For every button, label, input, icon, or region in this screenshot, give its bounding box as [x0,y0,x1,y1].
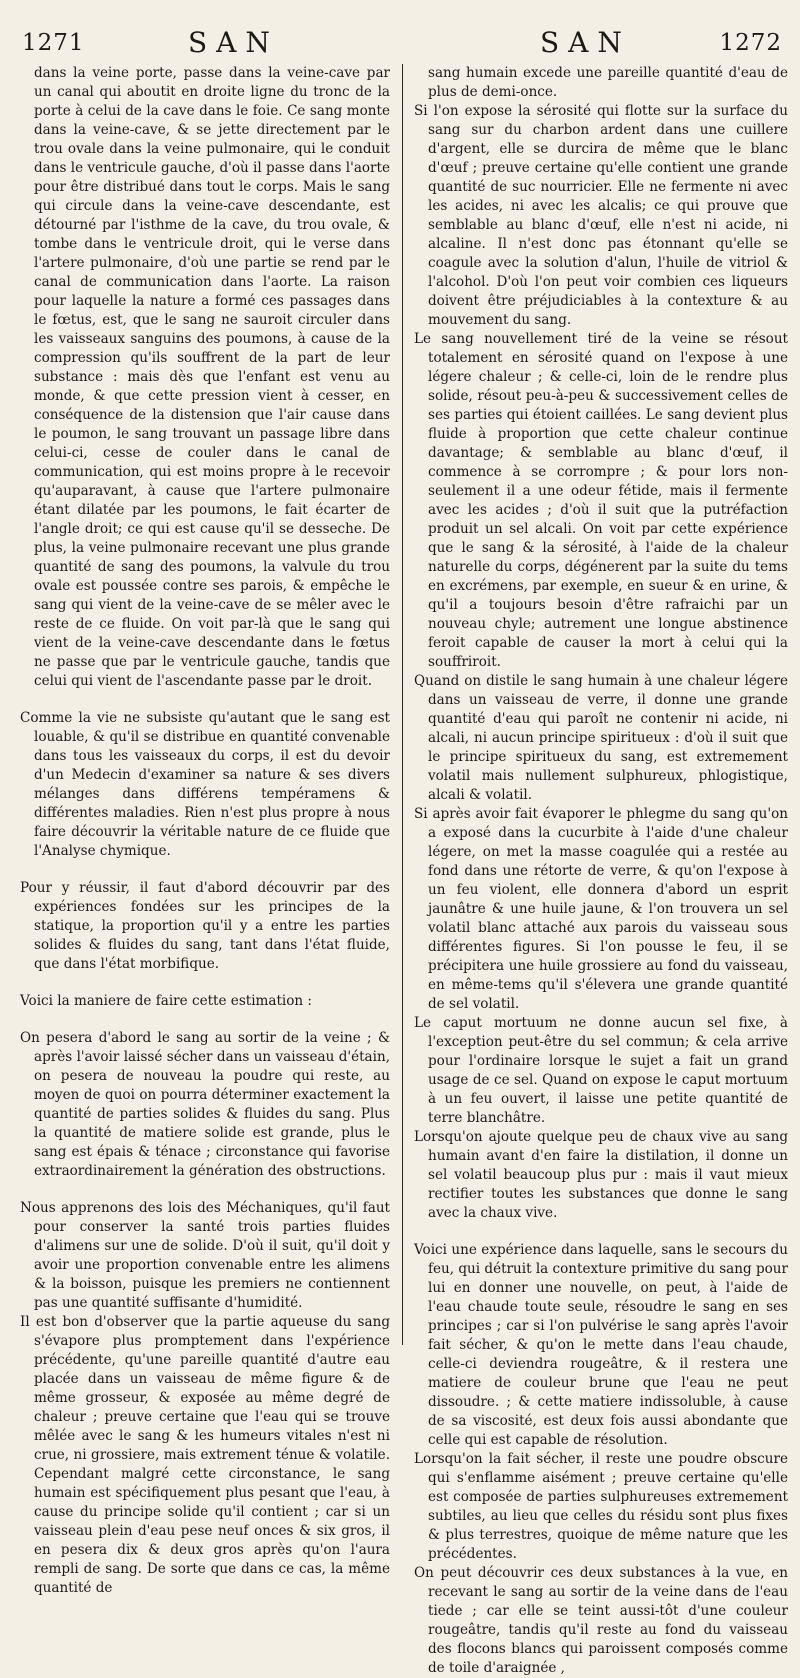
paragraph: Si après avoir fait évaporer le phlegme du sang qu'on a exposé dans la cucurbite à l'aide d'une chaleur légere, on met la masse coagulée qui a restée au fond dans une rétorte de verre, & qu'on l'expose à un feu violent, elle donnera d'abord un esprit jaunâtre & une huile jaune, & l'on trouvera un sel volatil blanc attaché aux parois du vaisseau sous différentes figures. Si l'on pousse le feu, il se précipitera une huile grossiere au fond du vaisseau, en même-tems qu'il s'élevera une grande quantité de sel volatil. [414,806,788,1012]
right-page-number: 1272 [719,30,782,56]
paragraph: Le caput mortuum ne donne aucun sel fixe, à l'exception peut-être du sel commun; & cela arrive pour l'ordinaire lorsque le sujet a fait un grand usage de ce sel. Quand on expose le caput mortuum à un feu ouvert, il laisse une petite quantité de terre blanchâtre. [414,1015,788,1126]
paragraph: sang humain excede une pareille quantité d'eau de plus de demi-once. [428,65,788,100]
paragraph: Voici une expérience dans laquelle, sans le secours du feu, qui détruit la contexture primitive du sang pour lui en donner une nouvelle, on peut, à l'aide de l'eau chaude toute seule, résoudre le sang en ses principes ; car si l'on pulvérise le sang après l'avoir fait sécher, & qu'on le mette dans l'eau chaude, celle-ci deviendra rougeâtre, & il restera une matiere de couleur brune que l'eau ne peut dissoudre. ; & cette matiere indissoluble, à cause de sa viscosité, est deux fois aussi abondante que celle qui est capable de résolution. [414,1242,788,1448]
paragraph: Pour y réussir, il faut d'abord découvrir par des expériences fondées sur les principes de la statique, la proportion qu'il y a entre les parties solides & fluides du sang, tant dans l'état fluide, que dans l'état morbifique. [20,880,390,972]
paragraph: Si l'on expose la sérosité qui flotte sur la surface du sang sur du charbon ardent dans une cuillere d'argent, elle se durcira de même que le blanc d'œuf ; preuve certaine qu'elle contient une grande quantité de suc nourricier. Elle ne fermente ni avec les acides, ni avec les alcalis; ce qui prouve que semblable au blanc d'œuf, elle n'est ni acide, ni alcaline. Il n'est donc pas étonnant qu'elle se coagule avec la solution d'alun, l'huile de vitriol & l'alcohol. D'où l'on peut voir combien ces liqueurs doivent être préjudiciables à la contexture & au mouvement du sang. [414,103,788,328]
left-running-head: SAN [188,26,279,59]
right-running-head: SAN [540,26,631,59]
text-columns [18,64,792,1676]
right-column [412,64,788,1678]
column-divider [402,64,403,1345]
left-page-number: 1271 [22,30,85,56]
paragraph: dans la veine porte, passe dans la veine-cave par un canal qui aboutit en droite ligne du tronc de la porte à celui de la cave dans le foie. Ce sang monte dans la veine-cave, & se jette directement par le trou ovale dans la veine pulmonaire, qui le conduit dans le ventricule gauche, d'où il passe dans l'aorte pour être distribué dans tout le corps. Mais le sang qui circule dans la veine-cave descendante, est détourné par l'isthme de la cave, du trou ovale, & tombe dans le ventricule droit, qui le verse dans l'artere pulmonaire, d'où une partie se rend par le canal de communication dans l'aorte. La raison pour laquelle la nature a formé ces passages dans le fœtus, est, que le sang ne sauroit circuler dans les vaisseaux sanguins des poumons, à cause de la compression qu'ils souffrent de la part de leur substance : mais dès que l'enfant est venu au monde, & que cette pression vient à cesser, en conséquence de la distension que l'air cause dans le poumon, le sang trouvant un passage libre dans celui-ci, cesse de couler dans le canal de communication, qui est moins propre à le recevoir qu'auparavant, à cause que l'artere pulmonaire étant dilatée par les poumons, le fait écarter de l'angle droit; ce qui est cause qu'il se desseche. De plus, la veine pulmonaire recevant une plus grande quantité de sang des poumons, la valvule du trou ovale est poussée contre ses parois, & empêche le sang qui vient de la veine-cave de se mêler avec le reste de ce fluide. On voit par-là que le sang qui vient de la veine-cave descendante dans le fœtus ne passe que par le ventricule gauche, tandis que celui qui vient de l'ascendante passe par le droit. [34,65,390,689]
paragraph: Le sang nouvellement tiré de la veine se résout totalement en sérosité quand on l'expose à une légere chaleur ; & celle-ci, loin de le rendre plus solide, résout peu-à-peu & successivement celles de ses parties qui étoient caillées. Le sang devient plus fluide à proportion que cette chaleur continue davantage; & semblable au blanc d'œuf, il commence à se corrompre ; & pour lors non-seulement il a une odeur fétide, mais il fermente avec les acides ; d'où il suit que la putréfaction produit un sel alcali. On voit par cette expérience que le sang & la sérosité, à l'aide de la chaleur naturelle du corps, dégénerent par la suite du tems en excrémens, par exemple, en sueur & en urine, & qu'il a toujours besoin d'être rafraichi par un nouveau chyle; autrement une longue abstinence feroit capable de causer la mort à celui qui la souffriroit. [414,331,788,670]
paragraph: Nous apprenons des lois des Méchaniques, qu'il faut pour conserver la santé trois parties fluides d'alimens sur une de solide. D'où il suit, qu'il doit y avoir une proportion convenable entre les alimens & la boisson, puisque les premiers ne contiennent pas une quantité suffisante d'humidité. [20,1200,390,1311]
paragraph: Voici la maniere de faire cette estimation : [20,993,312,1009]
paragraph: Il est bon d'observer que la partie aqueuse du sang s'évapore plus promptement dans l'expérience précédente, qu'une pareille quantité d'autre eau placée dans un vaisseau de même figure & de même grosseur, & exposée au même degré de chaleur ; preuve certaine que l'eau qui se trouve mêlée avec le sang & les humeurs vitales n'est ni crue, ni grossiere, mais extrement ténue & volatile. Cependant malgré cette circonstance, le sang humain est spécifiquement plus pesant que l'eau, à cause du principe solide qu'il contient ; car si un vaisseau plein d'eau pese neuf onces & six gros, il en pesera dix & deux gros après qu'on l'aura rempli de sang. De sorte que dans ce cas, la même quantité de [20,1314,390,1596]
left-column [18,64,390,1598]
paragraph: Comme la vie ne subsiste qu'autant que le sang est louable, & qu'il se distribue en quantité convenable dans tous les vaisseaux du corps, il est du devoir d'un Medecin d'examiner sa nature & ses divers mélanges dans différens tempéramens & différentes maladies. Rien n'est plus propre à nous faire découvrir la véritable nature de ce fluide que l'Analyse chymique. [20,710,390,859]
paragraph: Quand on distile le sang humain à une chaleur légere dans un vaisseau de verre, il donne une grande quantité d'eau qui paroît ne contenir ni acide, ni alcali, ni aucun principe spiritueux : d'où il suit que le principe spiritueux du sang, est extremement volatil mais nullement sulphureux, phlogistique, alcali & volatil. [414,673,788,803]
paragraph: Lorsqu'on la fait sécher, il reste une poudre obscure qui s'enflamme aisément ; preuve certaine qu'elle est composée de parties sulphureuses extremement subtiles, au lieu que celles du résidu sont plus fixes & plus terrestres, quoique de même nature que les précédentes. [414,1451,788,1562]
paragraph: On peut découvrir ces deux substances à la vue, en recevant le sang au sortir de la veine dans de l'eau tiede ; car elle se teint aussi-tôt d'une couleur rougeâtre, tandis qu'il reste au fond du vaisseau des flocons blancs qui paroissent composés comme de toile d'araignée , [414,1565,788,1676]
paragraph: Lorsqu'on ajoute quelque peu de chaux vive au sang humain avant d'en faire la distilation, il donne un sel volatil beaucoup plus pur : mais il vaut mieux rectifier toutes les substances que donne le sang avec la chaux vive. [414,1129,788,1221]
paragraph: On pesera d'abord le sang au sortir de la veine ; & après l'avoir laissé sécher dans un vaisseau d'étain, on pesera de nouveau la poudre qui reste, au moyen de quoi on pourra déterminer exactement la quantité de parties solides & fluides du sang. Plus la quantité de matiere solide est grande, plus le sang est épais & ténace ; circonstance qui favorise extraordinairement la génération des obstructions. [20,1030,390,1179]
page-header [10,0,790,59]
